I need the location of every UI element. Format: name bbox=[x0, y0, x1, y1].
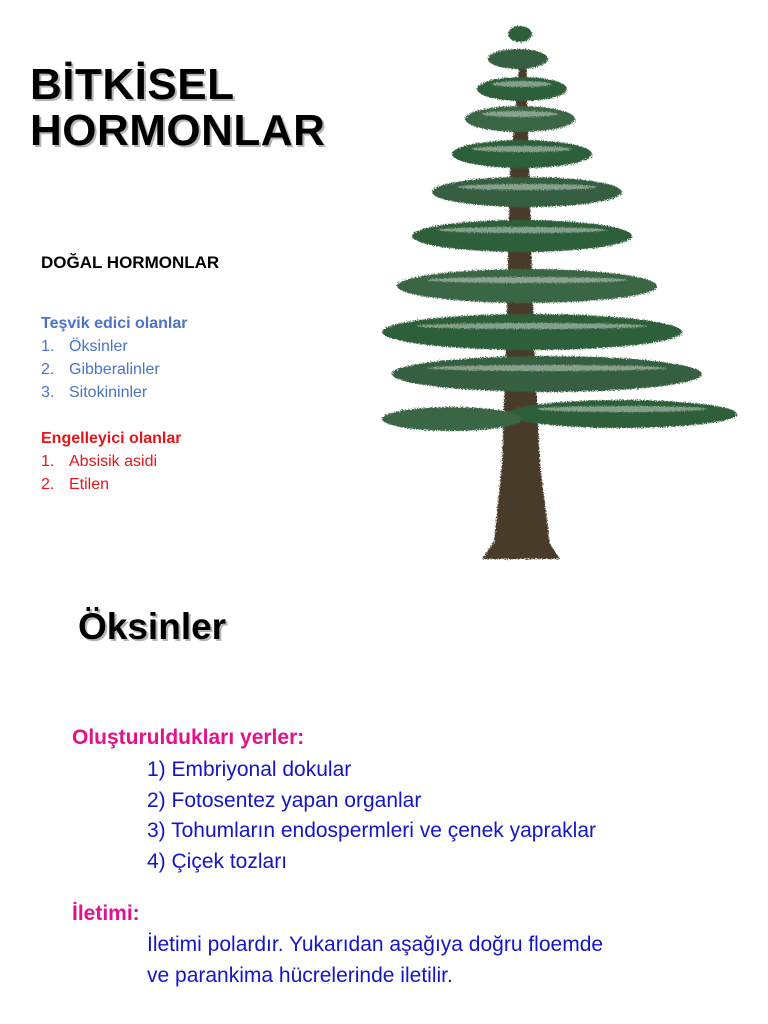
list-item bbox=[41, 358, 187, 381]
foliage-tier bbox=[382, 407, 522, 431]
list-item: 4) Çiçek tozları bbox=[147, 849, 288, 873]
list-number: 2. bbox=[41, 361, 55, 378]
foliage-tier bbox=[488, 49, 548, 69]
cedar-tree-illustration bbox=[322, 14, 752, 564]
natural-hormones-heading: DOĞAL HORMONLAR bbox=[41, 253, 220, 272]
list-item bbox=[41, 473, 182, 496]
foliage-tier bbox=[412, 220, 632, 252]
foliage-tier bbox=[477, 77, 567, 101]
list-item bbox=[41, 335, 187, 358]
promoters-group bbox=[41, 312, 187, 404]
transport-line-2: ve parankima hücrelerinde iletilir. bbox=[147, 964, 453, 987]
transport-line-1: İletimi polardır. Yukarıdan aşağıya doğru floemde bbox=[147, 933, 604, 956]
list-number: 1. bbox=[41, 338, 55, 355]
list-number: 1. bbox=[41, 453, 55, 470]
inhibitors-list bbox=[41, 450, 182, 496]
list-number: 2. bbox=[41, 476, 55, 493]
foliage-tier bbox=[508, 26, 532, 42]
transport-heading: İletimi: bbox=[72, 902, 140, 925]
page-title-line-1: BİTKİSEL bbox=[30, 60, 235, 109]
list-item: 3) Tohumların endospermleri ve çenek yapraklar bbox=[147, 819, 596, 842]
list-item: 2) Fotosentez yapan organlar bbox=[147, 788, 422, 812]
foliage-tier bbox=[392, 356, 702, 392]
list-text: Absisik asidi bbox=[69, 453, 158, 470]
foliage-tier bbox=[465, 106, 575, 132]
foliage-tier bbox=[397, 269, 657, 303]
transport-description bbox=[147, 929, 727, 991]
origins-list bbox=[147, 755, 596, 877]
inhibitors-group bbox=[41, 427, 182, 496]
promoters-heading: Teşvik edici olanlar bbox=[41, 315, 188, 332]
inhibitors-heading: Engelleyici olanlar bbox=[41, 430, 182, 447]
list-item: 1) Embriyonal dokular bbox=[147, 758, 352, 781]
list-text: Etilen bbox=[69, 476, 110, 493]
page-title-line-2: HORMONLAR bbox=[30, 106, 326, 155]
foliage-tier bbox=[452, 140, 592, 168]
section-title: Öksinler bbox=[78, 606, 227, 647]
list-text: Öksinler bbox=[69, 338, 128, 355]
page-title bbox=[30, 62, 325, 154]
list-item bbox=[41, 381, 187, 404]
list-item bbox=[41, 450, 182, 473]
origins-heading: Oluşturuldukları yerler: bbox=[72, 726, 305, 749]
foliage-tier bbox=[432, 177, 622, 207]
list-text: Gibberalinler bbox=[69, 361, 160, 378]
promoters-list bbox=[41, 335, 187, 404]
list-number: 3. bbox=[41, 384, 55, 401]
list-text: Sitokininler bbox=[69, 384, 148, 401]
foliage-tier bbox=[507, 400, 737, 428]
foliage-tier bbox=[382, 314, 682, 350]
